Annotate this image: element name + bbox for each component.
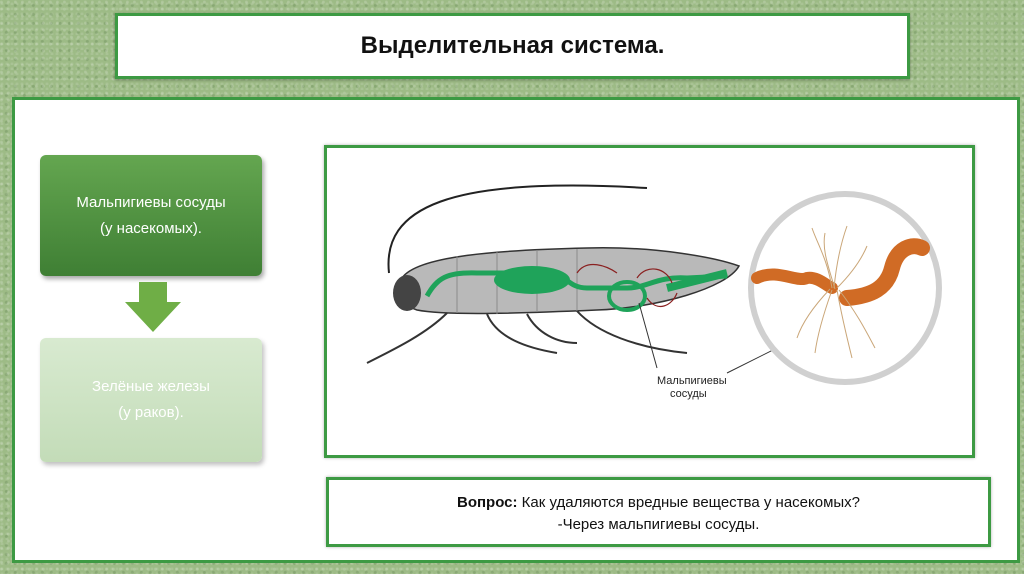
green-glands-box	[40, 338, 262, 462]
figure-label-line1: Мальпигиевы	[657, 375, 727, 387]
figure-label-line2: сосуды	[670, 388, 707, 400]
cockroach-illustration-frame	[324, 145, 975, 458]
malpighian-box	[40, 155, 262, 276]
green-glands-line2: (у раков).	[118, 404, 184, 421]
legs	[367, 311, 687, 363]
question-line	[329, 492, 988, 514]
cockroach-illustration	[327, 148, 972, 455]
magnified-view-circle	[751, 194, 939, 382]
question-box	[326, 477, 991, 547]
malpighian-box-line1: Мальпигиевы сосуды	[76, 193, 226, 211]
title-box	[115, 13, 910, 79]
malpighian-box-line2: (у насекомых).	[100, 219, 202, 237]
question-prefix: Вопрос:	[456, 494, 518, 511]
green-glands-line1: Зелёные железы	[92, 378, 210, 395]
cockroach-head	[393, 275, 421, 311]
answer-line: -Через мальпигиевы сосуды.	[557, 516, 760, 533]
crop-organ	[494, 266, 570, 294]
down-arrow-icon	[125, 282, 181, 332]
question-text: Как удаляются вредные вещества у насекомых?	[517, 494, 861, 511]
slide-title: Выделительная система.	[360, 32, 665, 59]
